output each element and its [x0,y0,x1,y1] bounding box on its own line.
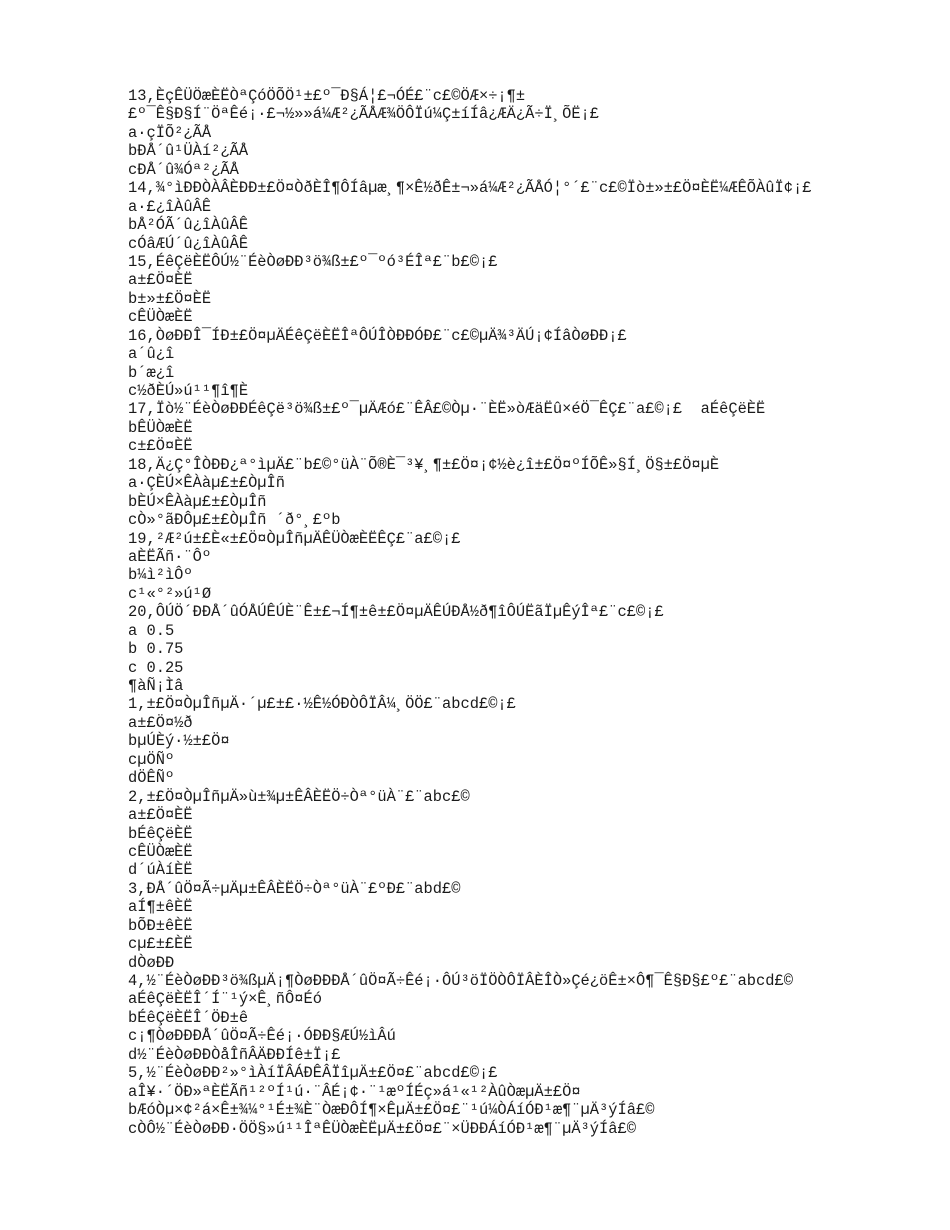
text-line: 1,±£Ö¤ÒµÎñµÄ·´µ£±£·½Ê½ÓÐÒÔÏÂ¼¸ÖÖ£¨abcd£©¡£ [128,695,516,714]
text-line: d½¨ÉèÒøÐÐÒåÎñÂÄÐÐÍê±Ï¡£ [128,1045,341,1064]
text-line: dÒøÐÐ [128,953,175,972]
text-line: cÊÜÒæÈË [128,842,193,861]
text-line: bÊÜÒæÈË [128,418,193,437]
text-line: a´û¿î [128,345,175,364]
text-line: £º¯Ê§Ð§Í¨ÖªÊé¡·£¬½»»á¼Æ²¿ÃÅÆ¾ÖÔÏú¼Ç±íÍâ¿ÆÄ¿Ã÷Ï¸ÕË¡£ [128,105,600,124]
text-line: b¼ì²ìÔº [128,566,193,585]
text-line: cÐÅ´û¾Óª²¿ÃÅ [128,160,239,179]
text-line: bµÚÈý·½±£Ö¤ [128,732,230,751]
text-line: ¶àÑ¡Ìâ [128,677,184,695]
text-line: b´æ¿î [128,363,175,382]
text-line: b±»±£Ö¤ÈË [128,289,212,308]
text-line: 15,ÉêÇëÈËÔÚ½¨ÉèÒøÐÐ³ö¾ß±£º¯ºó³ÉÎª£¨b£©¡£ [128,252,498,271]
text-line: aÍ¶±êÈË [128,898,193,917]
text-line: 4,½¨ÉèÒøÐÐ³ö¾ßµÄ¡¶ÒøÐÐÐÅ´ûÖ¤Ã÷Êé¡·ÔÚ³öÏÖÒÔÏÂÈÎÒ»Çé¿öÊ±×Ô¶¯Ê§Ð§£º£¨abcd£© [128,972,793,990]
text-line: a·ÇÈÚ×ÊÀàµ£±£ÒµÎñ [128,474,286,493]
text-line: c½ðÈÚ»ú¹¹¶î¶È [128,382,249,400]
text-line: a±£Ö¤ÈË [128,271,193,290]
text-line: b 0.75 [128,640,184,659]
text-line: a±£Ö¤ÈË [128,806,193,825]
document-text-block [128,87,928,1138]
text-line: 20,ÔÚÖ´ÐÐÅ´ûÓÅÚÊÚÈ¨Ê±£¬Í¶±ê±£Ö¤µÄÊÚÐÅ½ð¶îÔÚËãÏµÊýÎª£¨c£©¡£ [128,603,664,622]
text-line: bÆóÒµ×¢²á×Ê±¾¼°¹É±¾È¨ÒæÐÔÍ¶×ÊµÄ±£Ö¤£¨¹ú¼ÒÁíÓÐ¹æ¶¨µÄ³ýÍâ£© [128,1101,655,1120]
text-line: c±£Ö¤ÈË [128,437,193,456]
text-line: c¡¶ÒøÐÐÐÅ´ûÖ¤Ã÷Êé¡·ÓÐÐ§ÆÚ½ìÂú [128,1027,396,1046]
text-line: cµ£±£ÈË [128,935,193,954]
text-line: 18,Ä¿Ç°ÎÒÐÐ¿ª°ìµÄ£¨b£©°üÀ¨Õ®È¯³¥¸¶±£Ö¤¡¢½è¿î±£Ö¤ºÍÕÊ»§Í¸Ö§±£Ö¤µÈ [128,455,720,474]
text-line: c¹«°²»ú¹Ø [128,584,212,603]
text-line: aÉêÇëÈËÎ´Í¨¹ý×Ê¸ñÔ¤Éó [128,990,322,1009]
text-line: bÅ²ÓÃ´û¿îÀûÂÊ [128,216,249,235]
text-line: 13,ÈçÊÜÖæÈËÒªÇóÖÕÖ¹±£º¯Ð§Á¦£¬ÓÉ£¨c£©ÖÆ×÷¡¶± [128,87,526,105]
text-line: 16,ÒøÐÐÎ¯ÍÐ±£Ö¤µÄÉêÇëÈËÎªÔÚÎÒÐÐÓÐ£¨c£©µÄ¾³ÄÚ¡¢ÍâÒøÐÐ¡£ [128,326,627,345]
text-line: a 0.5 [128,621,175,640]
text-line: 2,±£Ö¤ÒµÎñµÄ»ù±¾µ±ÊÂÈËÖ÷Òª°üÀ¨£¨abc£© [128,787,470,806]
text-line: bÐÅ´û¹ÜÀí²¿ÃÅ [128,142,249,161]
text-line: bÉêÇëÈËÎ´ÖÐ±ê [128,1008,249,1027]
text-line: bÉêÇëÈË [128,824,193,843]
text-line: c 0.25 [128,658,184,677]
text-line: cµÖÑº [128,750,175,769]
text-line: 14,¾°ìÐÐÒÀÂÈÐÐ±£Ö¤ÒðÈÎ¶ÔÍâµæ¸¶×Ê½ðÊ±¬»á¼Æ²¿ÃÅÓ¦°´£¨c£©Ïò±»±£Ö¤ÈË¼ÆÊÕÀûÏ¢¡£ [128,179,812,198]
text-line: a±£Ö¤½ð [128,713,193,732]
text-line: a·çÏÕ²¿ÃÅ [128,123,212,142]
text-line: bÈÚ×ÊÀàµ£±£ÒµÎñ [128,492,267,511]
text-line: 17,Ïò½¨ÉèÒøÐÐÉêÇë³ö¾ß±£º¯µÄÆó£¨ÊÂ£©Òµ·¨ÈË»òÆäËû×éÖ¯ÊÇ£¨a£©¡£ aÉêÇëÈË [128,400,766,419]
text-line: aÈËÃñ·¨Ôº [128,547,212,566]
text-line: cÒ»°ãÐÔµ£±£ÒµÎñ ´ð°¸£ºb [128,511,341,530]
text-line: 5,½¨ÉèÒøÐÐ²»°ìÀíÏÂÁÐÊÂÏîµÄ±£Ö¤£¨abcd£©¡£ [128,1064,498,1083]
text-line: cÒÔ½¨ÉèÒøÐÐ·ÖÖ§»ú¹¹ÎªÊÜÒæÈËµÄ±£Ö¤£¨×ÜÐÐÁíÓÐ¹æ¶¨µÄ³ýÍâ£© [128,1119,636,1138]
text-line: bÕÐ±êÈË [128,916,193,935]
text-line: dÖÊÑº [128,769,175,788]
text-line: 3,ÐÅ´ûÖ¤Ã÷µÄµ±ÊÂÈËÖ÷Òª°üÀ¨£ºÐ£¨abd£© [128,879,461,898]
text-line: aÎ¥·´ÖÐ»ªÈËÃñ¹²ºÍ¹ú·¨ÂÉ¡¢·¨¹æºÍÉç»á¹«¹²ÀûÒæµÄ±£Ö¤ [128,1082,581,1101]
text-line: 19,²Æ²ú±£È«±£Ö¤ÒµÎñµÄÊÜÒæÈËÊÇ£¨a£©¡£ [128,529,461,548]
text-line: cÓâÆÚ´û¿îÀûÂÊ [128,234,249,253]
text-line: a·£¿îÀûÂÊ [128,197,212,216]
text-line: cÊÜÒæÈË [128,308,193,327]
text-line: d´úÀíÈË [128,861,193,880]
